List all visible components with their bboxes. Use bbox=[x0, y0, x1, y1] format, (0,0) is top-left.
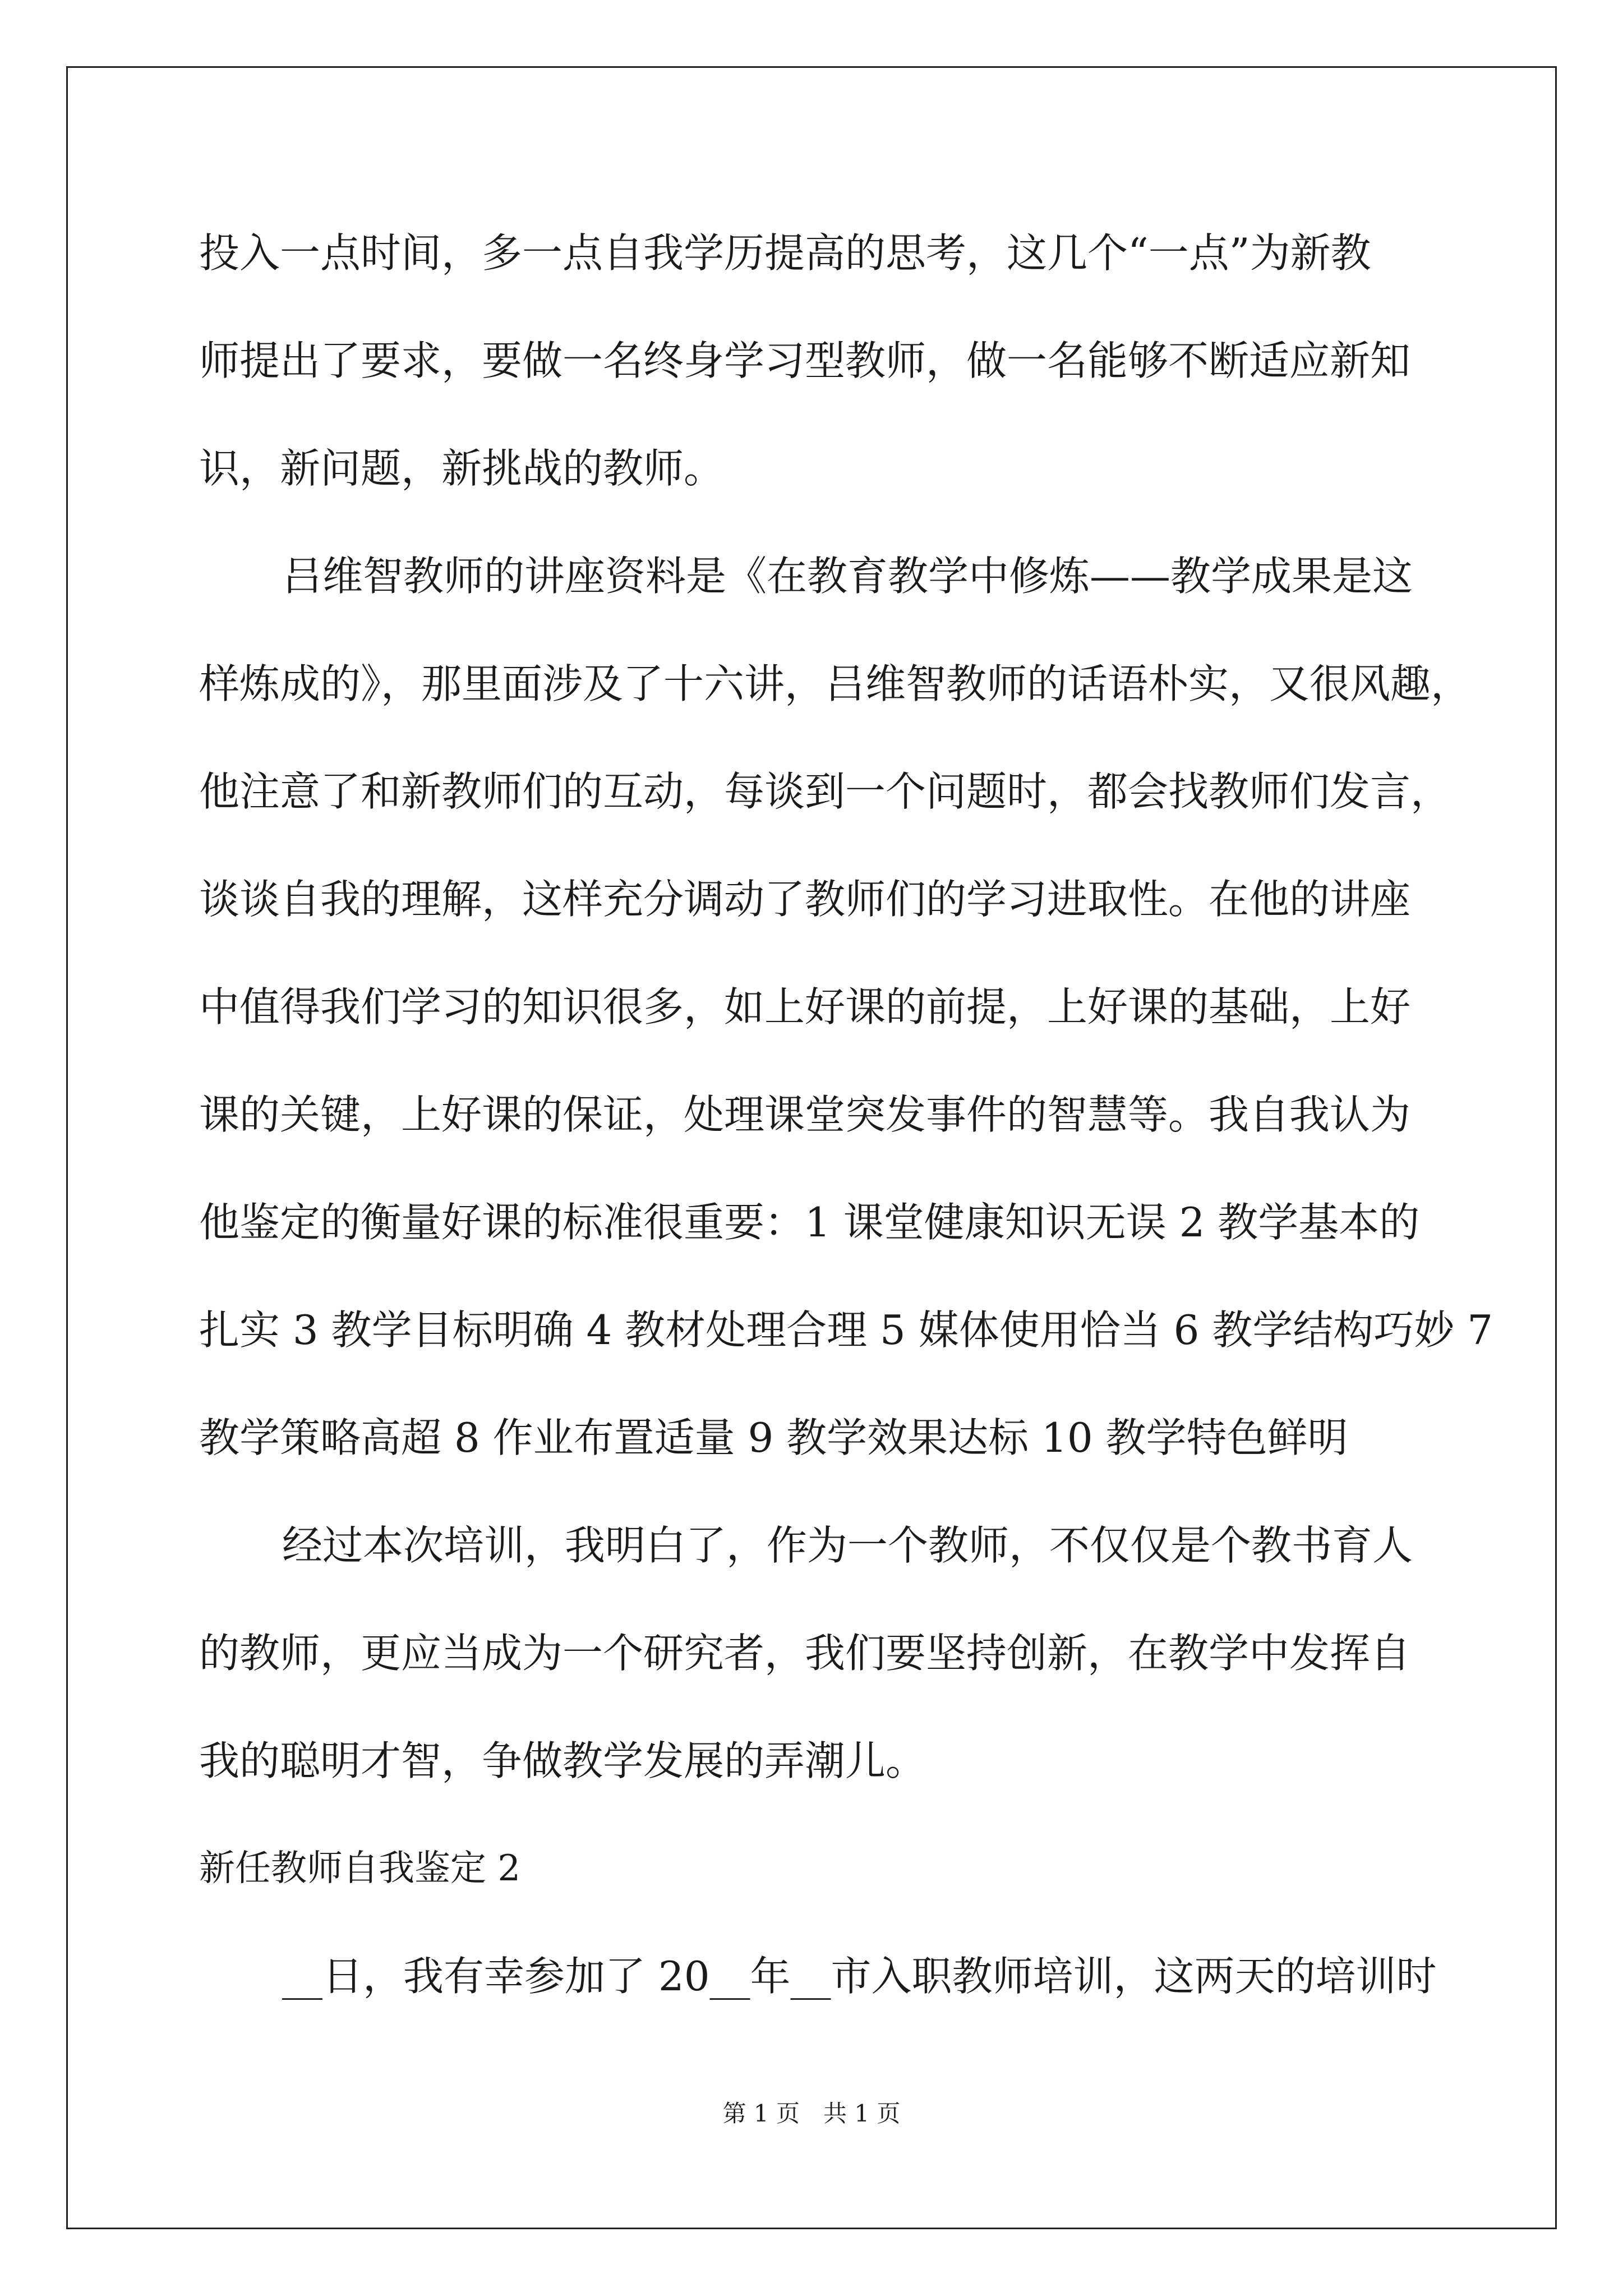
paragraph-line: 师提出了要求，要做一名终身学习型教师，做一名能够不断适应新知 bbox=[199, 337, 1411, 384]
paragraph-line: 他鉴定的衡量好课的标准很重要：1 课堂健康知识无误 2 教学基本的 bbox=[199, 1199, 1420, 1246]
paragraph-line: 我的聪明才智，争做教学发展的弄潮儿。 bbox=[199, 1737, 926, 1784]
paragraph-line: 的教师，更应当成为一个研究者，我们要坚持创新，在教学中发挥自 bbox=[199, 1630, 1411, 1677]
section-heading: 新任教师自我鉴定 2 bbox=[199, 1848, 521, 1889]
paragraph-line: 谈谈自我的理解，这样充分调动了教师们的学习进取性。在他的讲座 bbox=[199, 876, 1411, 923]
document-body bbox=[199, 216, 1493, 2047]
paragraph-line: 他注意了和新教师们的互动，每谈到一个问题时，都会找教师们发言， bbox=[199, 768, 1451, 815]
paragraph-line: __日，我有幸参加了 20__年__市入职教师培训，这两天的培训时 bbox=[282, 1953, 1437, 2000]
paragraph-line: 课的关键，上好课的保证，处理课堂突发事件的智慧等。我自我认为 bbox=[199, 1091, 1411, 1138]
paragraph-line: 样炼成的》，那里面涉及了十六讲，吕维智教师的话语朴实，又很风趣， bbox=[199, 660, 1472, 707]
paragraph-line: 扎实 3 教学目标明确 4 教材处理合理 5 媒体使用恰当 6 教学结构巧妙 7 bbox=[199, 1306, 1493, 1354]
page-footer: 第 1 页 共 1 页 bbox=[722, 2100, 901, 2127]
paragraph-line: 教学策略高超 8 作业布置适量 9 教学效果达标 10 教学特色鲜明 bbox=[199, 1414, 1348, 1461]
paragraph-line: 识，新问题，新挑战的教师。 bbox=[199, 445, 725, 492]
paragraph-line: 投入一点时间，多一点自我学历提高的思考，这几个“一点”为新教 bbox=[199, 229, 1371, 277]
paragraph-line: 吕维智教师的讲座资料是《在教育教学中修炼——教学成果是这 bbox=[282, 553, 1413, 600]
paragraph-line: 经过本次培训，我明白了，作为一个教师，不仅仅是个教书育人 bbox=[282, 1522, 1413, 1569]
paragraph-line: 中值得我们学习的知识很多，如上好课的前提，上好课的基础，上好 bbox=[199, 983, 1411, 1030]
